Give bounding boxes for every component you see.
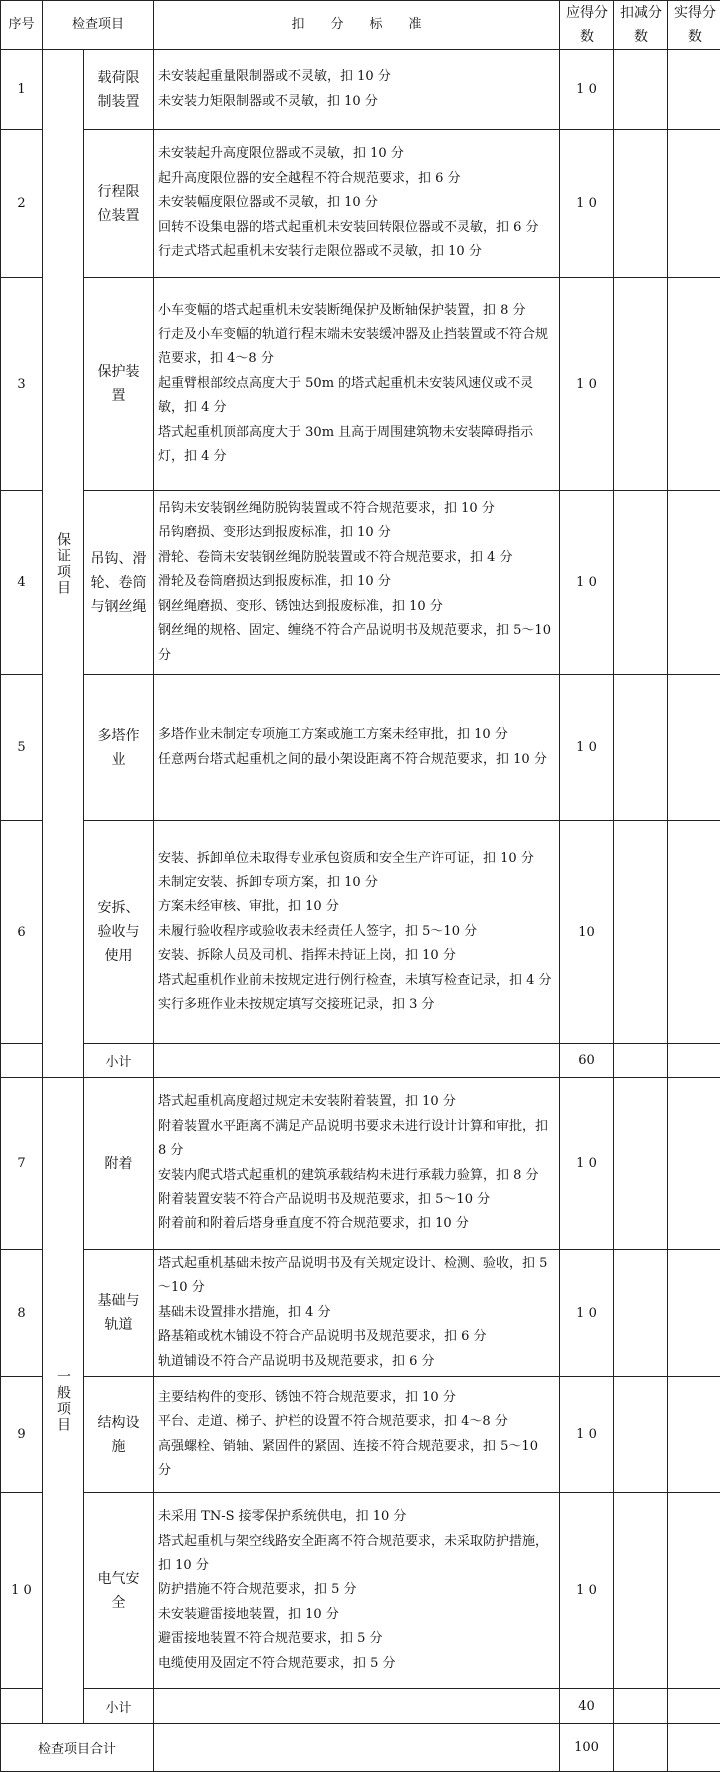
- header-row: [1, 1, 720, 50]
- subtotal-score: 40: [560, 1689, 614, 1724]
- subtotal-seq: [1, 1689, 43, 1724]
- row-actual[interactable]: [668, 130, 720, 278]
- row-actual[interactable]: [668, 1377, 720, 1493]
- header-actual: 实得分数: [668, 1, 720, 50]
- subtotal-seq: [1, 1044, 43, 1078]
- total-actual[interactable]: [668, 1724, 720, 1772]
- row-deducted[interactable]: [614, 50, 668, 130]
- row-deducted[interactable]: [614, 1078, 668, 1250]
- row-score: 1 0: [560, 491, 614, 675]
- table-row: [1, 130, 720, 278]
- row-standard: 塔式起重机高度超过规定未安装附着装置，扣 10 分 附着装置水平距离不满足产品说明书要求未进行设计计算和审批，扣 8 分 安装内爬式塔式起重机的建筑承载结构未进行承载力验算，扣 8 分 附着装置安装不符合产品说明书及规范要求，扣 5～10 分 附着前和附着后塔身垂直度不符合规范要求，扣 10 分: [154, 1078, 560, 1250]
- row-score: 1 0: [560, 1377, 614, 1493]
- row-standard: 未安装起重量限制器或不灵敏，扣 10 分 未安装力矩限制器或不灵敏，扣 10 分: [154, 50, 560, 130]
- total-deducted[interactable]: [614, 1724, 668, 1772]
- total-standard: [154, 1724, 560, 1772]
- table-row: [1, 50, 720, 130]
- subtotal-actual[interactable]: [668, 1044, 720, 1078]
- row-actual[interactable]: [668, 821, 720, 1044]
- table-row: [1, 278, 720, 491]
- subtotal-row: [1, 1044, 720, 1078]
- subtotal-deducted[interactable]: [614, 1689, 668, 1724]
- row-name: 行程限位装置: [84, 130, 154, 278]
- row-name: 安拆、验收与使用: [84, 821, 154, 1044]
- row-actual[interactable]: [668, 675, 720, 821]
- row-name: 基础与轨道: [84, 1250, 154, 1377]
- row-deducted[interactable]: [614, 1377, 668, 1493]
- table-row: [1, 675, 720, 821]
- table-row: [1, 491, 720, 675]
- row-actual[interactable]: [668, 1078, 720, 1250]
- row-seq: 8: [1, 1250, 43, 1377]
- row-name: 吊钩、滑轮、卷筒与钢丝绳: [84, 491, 154, 675]
- header-deducted: 扣减分数: [614, 1, 668, 50]
- row-standard: 吊钩未安装钢丝绳防脱钩装置或不符合规范要求，扣 10 分 吊钩磨损、变形达到报废标准，扣 10 分 滑轮、卷筒未安装钢丝绳防脱装置或不符合规范要求，扣 4 分 滑轮及卷筒磨损达到报废标准，扣 10 分 钢丝绳磨损、变形、锈蚀达到报废标准，扣 10 分 钢丝绳的规格、固定、缠绕不符合产品说明书及规范要求，扣 5～10 分: [154, 491, 560, 675]
- row-deducted[interactable]: [614, 675, 668, 821]
- row-actual[interactable]: [668, 278, 720, 491]
- subtotal-score: 60: [560, 1044, 614, 1078]
- header-standard: 扣 分 标 准: [154, 1, 560, 50]
- row-score: 1 0: [560, 1078, 614, 1250]
- row-score: 1 0: [560, 50, 614, 130]
- row-score: 10: [560, 821, 614, 1044]
- row-score: 1 0: [560, 1493, 614, 1689]
- row-score: 1 0: [560, 278, 614, 491]
- row-score: 1 0: [560, 1250, 614, 1377]
- row-seq: 7: [1, 1078, 43, 1250]
- row-deducted[interactable]: [614, 130, 668, 278]
- subtotal-label: 小计: [84, 1689, 154, 1724]
- row-standard: 多塔作业未制定专项施工方案或施工方案未经审批，扣 10 分 任意两台塔式起重机之间的最小架设距离不符合规范要求，扣 10 分: [154, 675, 560, 821]
- row-seq: 2: [1, 130, 43, 278]
- row-deducted[interactable]: [614, 1250, 668, 1377]
- row-deducted[interactable]: [614, 491, 668, 675]
- row-deducted[interactable]: [614, 1493, 668, 1689]
- subtotal-label: 小计: [84, 1044, 154, 1078]
- row-actual[interactable]: [668, 1250, 720, 1377]
- table-row: [1, 1377, 720, 1493]
- row-actual[interactable]: [668, 1493, 720, 1689]
- row-actual[interactable]: [668, 491, 720, 675]
- group-guarantee: 保证项目: [43, 50, 84, 1078]
- row-seq: 1: [1, 50, 43, 130]
- row-name: 多塔作业: [84, 675, 154, 821]
- table-row: [1, 1078, 720, 1250]
- row-name: 附着: [84, 1078, 154, 1250]
- header-item: 检查项目: [43, 1, 154, 50]
- row-seq: 3: [1, 278, 43, 491]
- table-row: [1, 1250, 720, 1377]
- row-actual[interactable]: [668, 50, 720, 130]
- row-seq: 4: [1, 491, 43, 675]
- row-name: 结构设施: [84, 1377, 154, 1493]
- row-name: 保护装置: [84, 278, 154, 491]
- row-standard: 安装、拆卸单位未取得专业承包资质和安全生产许可证，扣 10 分 未制定安装、拆卸专项方案，扣 10 分 方案未经审核、审批，扣 10 分 未履行验收程序或验收表未经责任人签字，扣 5～10 分 安装、拆除人员及司机、指挥未持证上岗，扣 10 分 塔式起重机作业前未按规定进行例行检查，未填写检查记录，扣 4 分 实行多班作业未按规定填写交接班记录，扣 3 分: [154, 821, 560, 1044]
- subtotal-row: [1, 1689, 720, 1724]
- row-score: 1 0: [560, 675, 614, 821]
- row-deducted[interactable]: [614, 278, 668, 491]
- row-deducted[interactable]: [614, 821, 668, 1044]
- group-general: 一般项目: [43, 1078, 84, 1724]
- table-row: [1, 1493, 720, 1689]
- row-standard: 塔式起重机基础未按产品说明书及有关规定设计、检测、验收，扣 5～10 分 基础未设置排水措施，扣 4 分 路基箱或枕木铺设不符合产品说明书及规范要求，扣 6 分 轨道铺设不符合产品说明书及规范要求，扣 6 分: [154, 1250, 560, 1377]
- row-name: 载荷限制装置: [84, 50, 154, 130]
- header-seq: 序号: [1, 1, 43, 50]
- row-seq: 1 0: [1, 1493, 43, 1689]
- row-standard: 主要结构件的变形、锈蚀不符合规范要求，扣 10 分 平台、走道、梯子、护栏的设置不符合规范要求，扣 4～8 分 高强螺栓、销轴、紧固件的紧固、连接不符合规范要求，扣 5～10 分: [154, 1377, 560, 1493]
- table-row: [1, 821, 720, 1044]
- subtotal-standard: [154, 1044, 560, 1078]
- row-standard: 未采用 TN-S 接零保护系统供电，扣 10 分 塔式起重机与架空线路安全距离不符合规范要求，未采取防护措施，扣 10 分 防护措施不符合规范要求，扣 5 分 未安装避雷接地装置，扣 10 分 避雷接地装置不符合规范要求，扣 5 分 电缆使用及固定不符合规范要求，扣 5 分: [154, 1493, 560, 1689]
- header-should-score: 应得分数: [560, 1, 614, 50]
- total-score: 100: [560, 1724, 614, 1772]
- row-seq: 5: [1, 675, 43, 821]
- total-label: 检查项目合计: [1, 1724, 154, 1772]
- subtotal-standard: [154, 1689, 560, 1724]
- row-standard: 小车变幅的塔式起重机未安装断绳保护及断轴保护装置，扣 8 分 行走及小车变幅的轨道行程末端未安装缓冲器及止挡装置或不符合规范要求，扣 4～8 分 起重臂根部绞点高度大于 50m 的塔式起重机未安装风速仪或不灵敏，扣 4 分 塔式起重机顶部高度大于 30m 且高于周围建筑物未安装障碍指示灯，扣 4 分: [154, 278, 560, 491]
- row-seq: 9: [1, 1377, 43, 1493]
- row-name: 电气安全: [84, 1493, 154, 1689]
- row-seq: 6: [1, 821, 43, 1044]
- row-standard: 未安装起升高度限位器或不灵敏，扣 10 分 起升高度限位器的安全越程不符合规范要求，扣 6 分 未安装幅度限位器或不灵敏，扣 10 分 回转不设集电器的塔式起重机未安装回转限位器或不灵敏，扣 6 分 行走式塔式起重机未安装行走限位器或不灵敏，扣 10 分: [154, 130, 560, 278]
- total-row: [1, 1724, 720, 1772]
- subtotal-actual[interactable]: [668, 1689, 720, 1724]
- row-score: 1 0: [560, 130, 614, 278]
- subtotal-deducted[interactable]: [614, 1044, 668, 1078]
